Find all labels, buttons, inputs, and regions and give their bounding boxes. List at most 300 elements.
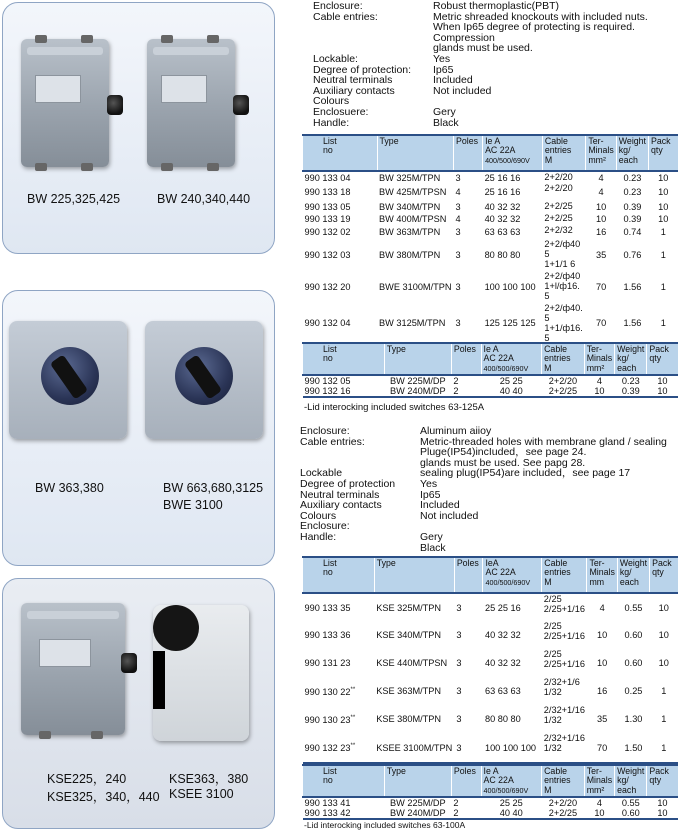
col-header-pack: Pack qty	[647, 343, 678, 375]
cell-ie	[483, 183, 543, 201]
col-header-type: Type	[377, 135, 454, 171]
cell-text: 4	[599, 602, 605, 613]
cell-text: 3	[456, 630, 462, 640]
cell-list	[303, 375, 385, 386]
table-row	[303, 677, 679, 705]
spec-row	[300, 479, 679, 490]
cell-text: 0.23	[623, 172, 642, 183]
cell-line: 5	[544, 249, 550, 259]
cell-text: 16	[597, 686, 608, 696]
cell-poles	[454, 225, 483, 239]
photo-panel-bw-thermoplastic	[2, 2, 275, 254]
cell-text: KSE 325M/TPN	[376, 602, 442, 613]
table-row	[303, 303, 679, 344]
cell-text: 0.76	[623, 250, 642, 260]
cell-line: 2/32+1/16	[543, 733, 585, 743]
cell-term	[587, 649, 617, 677]
cell-cable	[542, 271, 586, 303]
cell-line: 1/32	[543, 743, 562, 753]
cell-term	[584, 386, 614, 397]
cell-ie	[483, 593, 542, 621]
cell-cable	[542, 183, 586, 201]
cell-type	[377, 213, 454, 225]
cell-text: BW 225M/DP	[390, 376, 446, 387]
cell-cable	[542, 201, 586, 213]
cell-line: 2/32+1/16	[543, 705, 585, 715]
col-header-terminals: Ter- Minals mm²	[584, 765, 614, 797]
cell-type	[374, 705, 454, 733]
cell-text: 10	[658, 214, 669, 224]
col-header-cable: Cable entries M	[542, 343, 585, 375]
cell-pack	[650, 593, 678, 621]
enclosure-photo	[21, 39, 109, 167]
cell-list	[303, 808, 385, 819]
cell-text: KSE 380M/TPN	[376, 714, 442, 724]
cell-line: 1+1/ф16.	[544, 323, 583, 333]
cell-text: 990 132 16	[304, 386, 351, 397]
cell-text: KSEE 3100M/TPN	[376, 742, 453, 753]
spec-value: Gery	[420, 530, 443, 543]
cell-text: 10	[657, 808, 668, 819]
col-header-poles: Poles	[451, 765, 481, 797]
cell-term	[584, 797, 614, 808]
spec-row	[300, 426, 679, 437]
cell-pack	[650, 705, 678, 733]
cell-ie	[483, 621, 542, 649]
cell-text: 0.23	[623, 187, 642, 197]
cell-weight	[616, 213, 648, 225]
cell-weight	[615, 797, 647, 808]
cell-text: BW 340M/TPN	[379, 202, 441, 212]
col-header-current: Ie A AC 22A 400/500/690V	[481, 765, 542, 797]
cell-list	[303, 705, 375, 733]
cell-cable	[542, 733, 587, 763]
cell-pack	[649, 239, 678, 271]
cell-text: 10	[658, 202, 669, 212]
spec-row	[313, 22, 679, 43]
spec-row	[313, 107, 679, 118]
col-header-current: Ie A AC 22A 400/500/690V	[481, 343, 542, 375]
cell-line: 2+2/25	[544, 201, 573, 211]
cell-weight	[616, 171, 648, 183]
cell-text: 1	[660, 318, 666, 328]
product-table-kse	[302, 556, 678, 764]
enclosure-photo	[147, 39, 235, 167]
cell-poles	[454, 621, 483, 649]
cell-line: 2+2/ф40.	[544, 303, 583, 313]
cell-pack	[649, 303, 678, 344]
spec-key: Degree of protection:	[313, 63, 412, 76]
enclosure-photo	[9, 321, 127, 439]
cell-text: 4	[596, 376, 602, 387]
cell-poles	[454, 183, 483, 201]
cell-text: 990 132 23	[304, 743, 351, 754]
spec-row	[313, 43, 679, 54]
product-caption: BW 363,380	[35, 481, 104, 495]
cell-text: 4	[455, 214, 461, 224]
spec-value: sealing plug(IP54)are included，see page 17	[420, 467, 631, 480]
cell-text: 0.25	[624, 686, 643, 696]
table-row	[303, 593, 679, 621]
cell-type	[377, 239, 454, 271]
cell-text: 990 133 41	[304, 798, 351, 809]
cell-text: 0.23	[621, 376, 640, 387]
cell-text: 40 32 32	[484, 202, 521, 212]
col-header-pack: Pack qty	[647, 765, 678, 797]
cell-term	[586, 201, 616, 213]
cell-list	[303, 225, 378, 239]
spec-value: Pluge(IP54)incIuded，see page 24.	[420, 446, 587, 459]
cell-text: 10	[595, 214, 607, 224]
cell-cable	[542, 303, 586, 344]
cell-text: 3	[456, 686, 462, 696]
cell-pack	[647, 375, 678, 386]
cell-weight	[616, 303, 648, 344]
col-header-current: Ie A AC 22A 400/500/690V	[483, 135, 543, 171]
table-row	[303, 225, 679, 239]
cell-text: 80 80 80	[484, 714, 521, 724]
cell-text: 2	[453, 798, 459, 809]
product-caption: KSE325，340，440	[47, 790, 160, 804]
spec-value: Metric shreaded knockouts with included nuts.	[433, 10, 648, 23]
cell-text: BWE 3100M/TPN	[379, 282, 452, 292]
cell-text: 2	[453, 386, 459, 397]
cell-text: 990 132 02	[304, 227, 351, 237]
cell-weight	[617, 593, 649, 621]
cell-pack	[649, 271, 678, 303]
cell-text: KSE 363M/TPN	[376, 686, 442, 696]
enclosure-photo	[21, 603, 125, 735]
cell-type	[377, 201, 454, 213]
col-header-cable: Cable entries M	[542, 765, 585, 797]
col-header-poles: Poles	[454, 557, 483, 593]
spec-row	[300, 500, 679, 511]
cell-text: KSE 340M/TPN	[376, 630, 442, 640]
cell-ie	[483, 677, 542, 705]
rotary-knob-icon	[107, 95, 123, 115]
col-header-terminals: Ter- Minals mm²	[584, 343, 614, 375]
cell-cable	[542, 386, 585, 397]
cell-text: 10	[657, 376, 668, 387]
cell-text: 990 130 22	[304, 687, 351, 698]
cell-text: 125 125 125	[484, 318, 536, 328]
spec-value: Included	[433, 74, 473, 87]
cell-text: BW 240M/DP	[390, 386, 446, 397]
cell-line: 2+2/ф40	[544, 239, 581, 249]
cell-text: 2	[453, 808, 459, 819]
cell-line: 2+2/20	[544, 183, 573, 193]
cell-pack	[650, 677, 678, 705]
cell-text: 10	[658, 630, 669, 640]
spec-value: Yes	[420, 477, 438, 490]
spec-key: Enclosure:	[300, 520, 350, 533]
cell-text: 40 32 32	[484, 630, 521, 640]
spec-value: Ip65	[420, 488, 441, 501]
cell-term	[586, 271, 616, 303]
cell-type	[377, 171, 454, 183]
cell-poles	[454, 677, 483, 705]
cell-text: 2+2/20	[548, 376, 578, 387]
cell-term	[586, 225, 616, 239]
cell-type	[374, 621, 454, 649]
cell-line: 2+2/32	[544, 225, 573, 235]
cell-poles	[451, 808, 481, 819]
cell-weight	[617, 621, 649, 649]
cell-text: 4	[455, 187, 461, 197]
spec-value: Not included	[433, 84, 492, 97]
cell-text: 0.60	[624, 658, 643, 668]
cell-text: 990 133 05	[304, 202, 351, 212]
spec-row	[313, 86, 679, 97]
cell-text: 0.74	[623, 227, 642, 237]
cell-term	[586, 213, 616, 225]
col-header-current: IeA AC 22A 400/500/690V	[483, 557, 542, 593]
cell-text: 40 32 32	[484, 214, 521, 224]
cell-text: 990 133 35	[304, 602, 351, 613]
cell-text: 1	[660, 282, 666, 292]
cell-text: 3	[455, 202, 461, 212]
cell-type	[377, 303, 454, 344]
cell-text: 25 25 16	[484, 602, 521, 613]
cell-pack	[650, 733, 678, 763]
cell-term	[587, 593, 617, 621]
cell-text: 1	[660, 227, 666, 237]
cell-text: 2+2/25	[548, 808, 578, 819]
cell-list	[303, 183, 378, 201]
spec-value: Included	[420, 499, 460, 512]
cell-pack	[649, 225, 678, 239]
cell-pack	[647, 797, 678, 808]
cell-text: 10	[657, 386, 668, 397]
spec-row	[313, 1, 679, 12]
cell-text: 80 80 80	[484, 250, 521, 260]
cell-ie	[483, 171, 543, 183]
cell-text: BW 380M/TPN	[379, 250, 441, 260]
cell-list	[303, 271, 378, 303]
col-header-cable: Cable entries M	[542, 557, 587, 593]
col-header-poles: Poles	[451, 343, 481, 375]
cell-line: 2+2/20	[544, 172, 573, 182]
cell-text: 35	[597, 714, 608, 724]
cell-text: 1.50	[624, 742, 643, 753]
cell-cable	[542, 239, 586, 271]
cell-text: 3	[455, 172, 461, 183]
cell-text: 1	[661, 742, 667, 753]
cell-text: 40 40	[499, 386, 523, 397]
cell-text: 1	[661, 686, 667, 696]
cell-list	[303, 621, 375, 649]
cell-cable	[542, 213, 586, 225]
cell-list	[303, 649, 375, 677]
cell-ie	[483, 271, 543, 303]
col-header-list: List no	[303, 135, 378, 171]
cell-text: BW 425M/TPSN	[379, 187, 447, 197]
cell-ie	[483, 225, 543, 239]
cell-list	[303, 303, 378, 344]
cell-cable	[542, 677, 587, 705]
spec-value: Ip65	[433, 63, 454, 76]
product-caption: KSE363，380	[169, 772, 249, 786]
cell-text: 990 131 23	[304, 658, 351, 668]
table-footnote: -Lid interocking included switches 63-100A	[304, 820, 466, 830]
cell-text: 1.56	[623, 318, 642, 328]
cell-weight	[617, 649, 649, 677]
cell-text: 2+2/25	[548, 386, 578, 397]
cell-list	[303, 797, 385, 808]
cell-cable	[542, 797, 585, 808]
cell-ie	[483, 239, 543, 271]
cell-type	[374, 649, 454, 677]
col-header-list: List no	[303, 765, 385, 797]
spec-key: Enclosure:	[300, 425, 350, 437]
spec-key: Degree of protection	[300, 477, 396, 490]
product-table-kse-dp	[302, 764, 678, 820]
cell-text: 990 133 04	[304, 172, 351, 183]
cell-ie	[481, 797, 542, 808]
cell-poles	[451, 797, 481, 808]
cell-pack	[647, 386, 678, 397]
cell-type	[377, 183, 454, 201]
spec-key: Neutral terminals	[300, 488, 380, 501]
cell-poles	[454, 171, 483, 183]
col-header-poles: Poles	[454, 135, 483, 171]
cell-term	[584, 808, 614, 819]
cell-text: 70	[597, 742, 608, 753]
cell-text: 3	[456, 742, 462, 753]
cell-text: 10	[594, 386, 605, 397]
cell-text: 25 25	[499, 798, 523, 809]
cell-ie	[481, 375, 542, 386]
cell-list	[303, 213, 378, 225]
cell-list	[303, 733, 375, 763]
spec-row	[300, 532, 679, 543]
cell-text: 63 63 63	[484, 686, 521, 696]
cell-type	[384, 808, 451, 819]
cell-text: 10	[658, 602, 669, 613]
col-header-weight: Weight kg/ each	[615, 343, 647, 375]
cell-ie	[483, 303, 543, 344]
cell-text: 10	[658, 187, 669, 197]
cell-text: 990 133 18	[304, 187, 351, 197]
cell-cable	[542, 225, 586, 239]
spec-value: glands must be used.	[433, 42, 533, 55]
spec-key: Handle:	[313, 116, 350, 129]
cell-cable	[542, 705, 587, 733]
spec-key: Lockable:	[313, 52, 358, 65]
spec-value: Gery	[433, 105, 456, 118]
spec-key: Auxiliary contacts	[300, 499, 382, 512]
cell-text: 10	[597, 630, 608, 640]
cell-text: 990 133 19	[304, 214, 351, 224]
cell-text: 70	[595, 282, 607, 292]
product-caption: KSEE 3100	[169, 787, 234, 801]
cell-ie	[483, 213, 543, 225]
cell-ie	[481, 808, 542, 819]
spec-key	[313, 22, 433, 43]
cell-type	[374, 593, 454, 621]
table-row	[303, 271, 679, 303]
cell-text: 3	[456, 602, 462, 613]
col-header-weight: Weight kg/ each	[615, 765, 647, 797]
cell-poles	[454, 733, 483, 763]
cell-type	[377, 271, 454, 303]
cell-line: 1/32	[543, 715, 562, 725]
spec-key	[300, 543, 420, 554]
specification-list	[313, 1, 679, 128]
spec-row	[313, 54, 679, 65]
cell-text: 0.39	[623, 202, 642, 212]
cell-text: 4	[598, 187, 604, 197]
cell-term	[586, 303, 616, 344]
cell-cable	[542, 621, 587, 649]
spec-key: Enclosuere:	[313, 105, 369, 118]
table-row	[303, 733, 679, 763]
cell-line: 2+2/ф40	[544, 271, 581, 281]
cell-text: 40 40	[499, 808, 523, 819]
table-row	[303, 808, 679, 819]
cell-text: 10	[595, 202, 607, 212]
col-header-pack: Pack qty	[650, 557, 678, 593]
cell-text: 0.60	[624, 630, 643, 640]
table-row	[303, 649, 679, 677]
col-header-weight: Weight kg/ each	[617, 557, 649, 593]
cell-weight	[616, 271, 648, 303]
cell-cable	[542, 171, 586, 183]
rotary-knob-icon	[233, 95, 249, 115]
cell-weight	[616, 183, 648, 201]
product-caption: KSE225，240	[47, 772, 127, 786]
cell-poles	[454, 649, 483, 677]
product-caption: BW 663,680,3125	[163, 481, 264, 495]
cell-weight	[616, 239, 648, 271]
cell-text: 3	[456, 714, 462, 724]
cell-line: 2/32+1/6	[543, 677, 580, 687]
cell-text: 10	[658, 658, 669, 668]
spec-key: Handle:	[300, 530, 337, 543]
cell-type	[374, 677, 454, 705]
cell-poles	[454, 593, 483, 621]
cell-poles	[454, 239, 483, 271]
photo-panel-kse	[2, 578, 275, 829]
cell-pack	[649, 213, 678, 225]
spec-value: When Ip65 degree of protecting is required. Compression	[433, 21, 635, 44]
cell-text: 990 132 03	[304, 250, 351, 260]
cell-poles	[454, 201, 483, 213]
cell-pack	[649, 183, 678, 201]
col-header-list: List no	[303, 343, 385, 375]
cell-text: 3	[455, 282, 461, 292]
cell-line: 2/25	[543, 649, 562, 659]
spec-key: Enclosure:	[313, 0, 363, 12]
spec-key	[300, 447, 420, 458]
cell-ie	[483, 733, 542, 763]
cell-text: 100 100 100	[484, 282, 536, 292]
cell-list	[303, 593, 375, 621]
table-row	[303, 375, 679, 386]
cell-text: 10	[597, 658, 608, 668]
cell-ie	[483, 201, 543, 213]
cell-line: 1+1/1 6	[544, 259, 576, 269]
spec-key: Lockable	[300, 467, 343, 480]
cell-poles	[451, 375, 481, 386]
cell-ie	[481, 386, 542, 397]
cell-term	[586, 171, 616, 183]
cell-poles	[454, 303, 483, 344]
col-header-cable: Cable entries M	[542, 135, 586, 171]
cell-poles	[454, 271, 483, 303]
cell-text: 10	[658, 172, 669, 183]
cell-text: 40 32 32	[484, 658, 521, 668]
